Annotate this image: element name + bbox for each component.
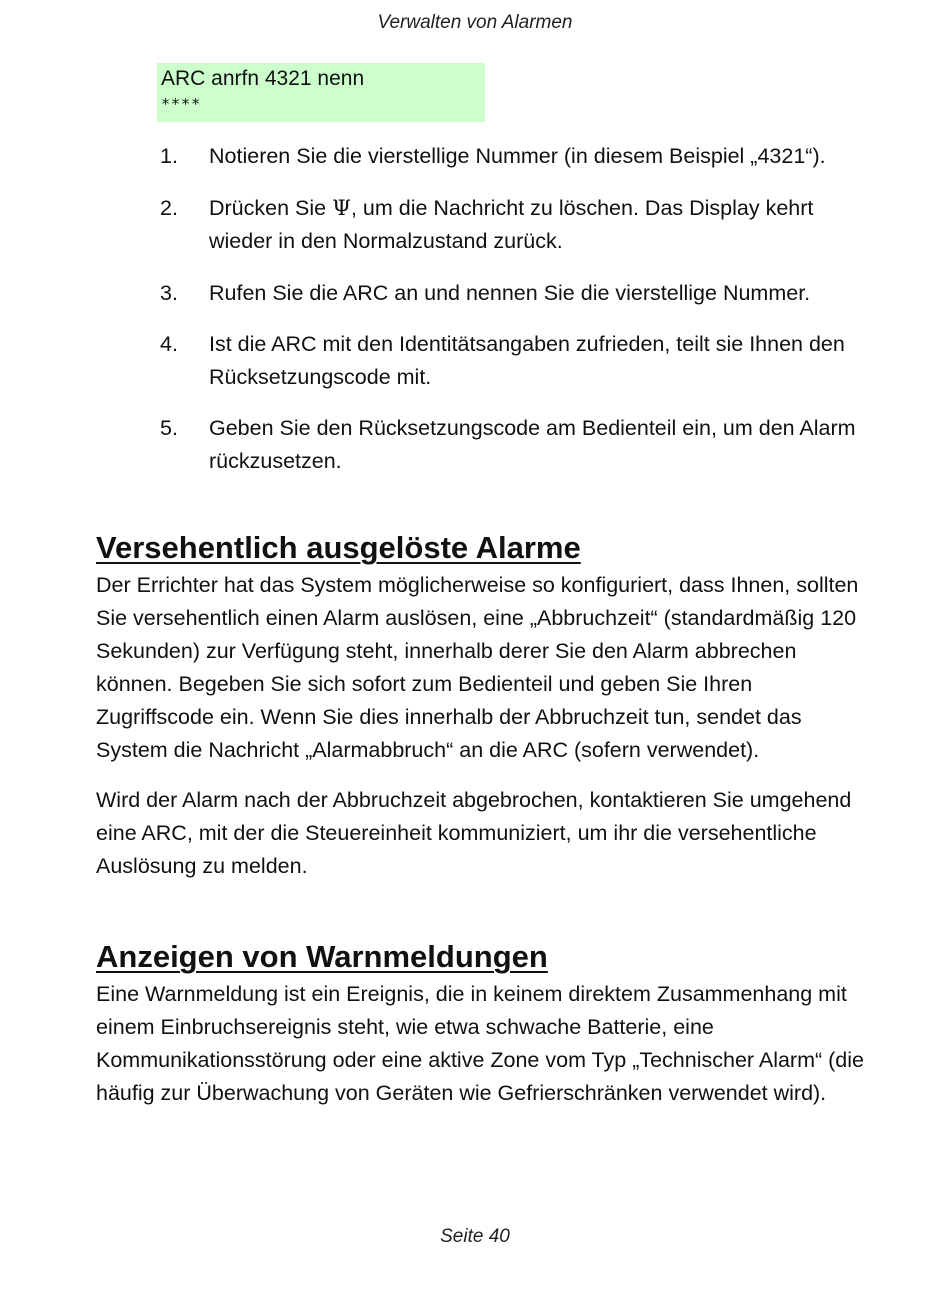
step-item [160,192,860,258]
section-heading: Versehentlich ausgelöste Alarme [96,530,581,565]
step-text-after: , um die Nachricht zu löschen. Das Display kehrt wieder in den Normalzustand zurück. [209,195,814,253]
step-list [160,140,860,496]
display-line-2: **** [161,95,202,113]
step-item [160,140,860,173]
step-number: 4. [160,332,178,356]
step-text: Notieren Sie die vierstellige Nummer (in diesem Beispiel „4321“). [209,144,826,168]
page-header-title: Verwalten von Alarmen [377,12,573,33]
display-line-1: ARC anrfn 4321 nenn [161,67,365,90]
step-number: 5. [160,416,178,440]
page-number: Seite 40 [440,1226,510,1247]
keypad-display-box [157,63,485,122]
step-text-before: Drücken Sie [209,195,333,220]
step-text: Geben Sie den Rücksetzungscode am Bedienteil ein, um den Alarm rückzusetzen. [209,416,856,473]
paragraph: Der Errichter hat das System möglicherweise so konfiguriert, dass Ihnen, sollten Sie versehentlich einen Alarm auslösen, eine „Abbruchzeit“ (standardmäßig 120 Sekunden) zur Verfügung steht, innerhalb derer Sie den Alarm abbrechen können. Begeben Sie sich sofort zum Bedienteil und geben Sie Ihren Zugriffscode ein. Wenn Sie dies innerhalb der Abbruchzeit tun, sendet das System die Nachricht „Alarmabbruch“ an die ARC (sofern verwendet). [96,573,859,762]
step-item [160,277,860,310]
step-text: Ist die ARC mit den Identitätsangaben zufrieden, teilt sie Ihnen den Rücksetzungscode mit. [209,332,845,389]
step-text [209,196,813,254]
section-warnings [96,938,866,1110]
paragraph: Eine Warnmeldung ist ein Ereignis, die in keinem direktem Zusammenhang mit einem Einbruchsereignis steht, wie etwa schwache Batterie, eine Kommunikationsstörung oder eine aktive Zone vom Typ „Technischer Alarm“ (die häufig zur Überwachung von Geräten wie Gefrierschränken verwendet wird). [96,982,864,1105]
step-item [160,412,860,477]
section-accidental-alarms [96,529,866,883]
section-heading: Anzeigen von Warnmeldungen [96,939,548,974]
step-number: 1. [160,144,178,168]
step-text: Rufen Sie die ARC an und nennen Sie die vierstellige Nummer. [209,280,811,305]
step-number: 3. [160,280,178,305]
paragraph: Wird der Alarm nach der Abbruchzeit abgebrochen, kontaktieren Sie umgehend eine ARC, mit der die Steuereinheit kommuniziert, um ihr die versehentliche Auslösung zu melden. [96,788,852,878]
step-number: 2. [160,195,178,220]
clear-key-icon: Ψ [332,195,351,221]
step-item [160,328,860,393]
